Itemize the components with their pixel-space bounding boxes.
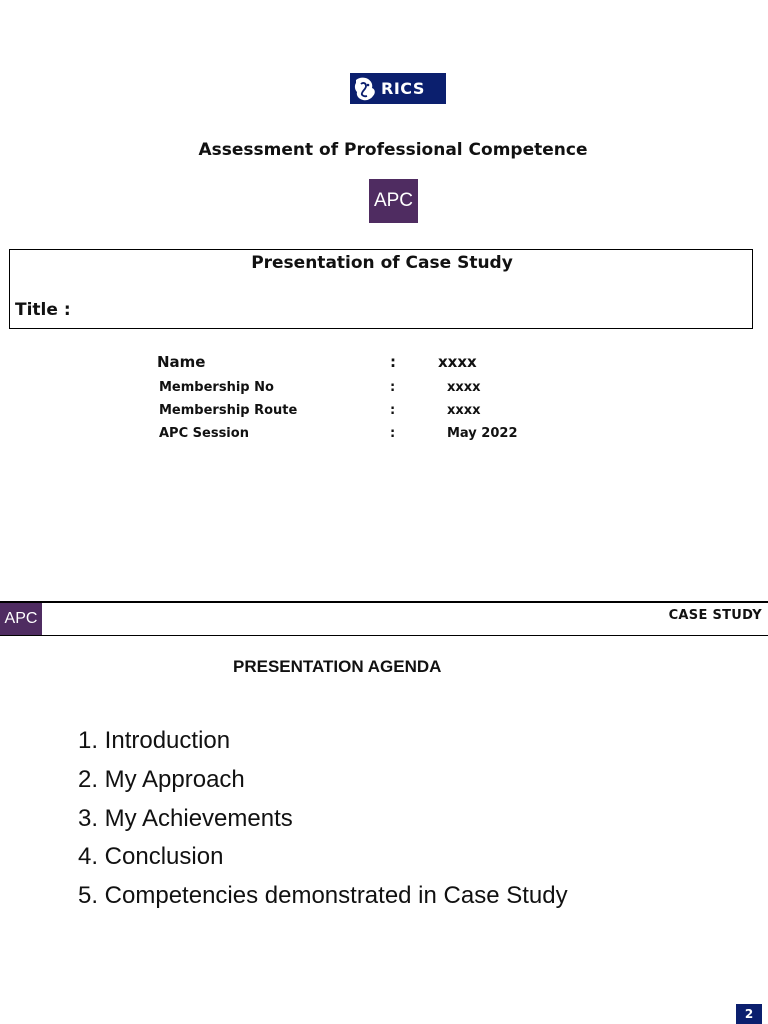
info-value: May 2022 [447, 426, 518, 441]
info-label: Name [157, 353, 206, 371]
info-colon: : [390, 380, 396, 395]
apc-badge: APC [369, 179, 418, 223]
agenda-item: 1. Introduction [78, 727, 231, 754]
header-divider-top [0, 601, 768, 603]
page-title: Assessment of Professional Competence [198, 140, 588, 160]
header-case-study-label: CASE STUDY [668, 608, 762, 623]
agenda-item: 2. My Approach [78, 765, 245, 793]
info-label: Membership No [159, 380, 274, 395]
title-label: Title : [15, 300, 71, 320]
header-divider-bottom [0, 635, 768, 636]
info-label: Membership Route [159, 403, 298, 418]
agenda-list [78, 722, 568, 916]
rics-logo [350, 73, 446, 104]
agenda-title: PRESENTATION AGENDA [233, 657, 442, 676]
case-study-heading: Presentation of Case Study [251, 253, 513, 273]
page-number: 2 [736, 1004, 762, 1024]
info-colon: : [390, 353, 396, 371]
info-value: xxxx [438, 353, 477, 371]
header-apc-badge: APC [0, 603, 42, 635]
lion-icon [353, 76, 377, 102]
agenda-item: 3. My Achievements [78, 804, 293, 832]
info-label: APC Session [159, 426, 249, 441]
agenda-item: 5. Competencies demonstrated in Case Study [78, 882, 568, 910]
info-value: xxxx [447, 403, 481, 418]
info-colon: : [390, 403, 396, 418]
agenda-item: 4. Conclusion [78, 843, 224, 871]
logo-text: RICS [381, 79, 425, 98]
info-value: xxxx [447, 380, 481, 395]
info-colon: : [390, 426, 396, 441]
